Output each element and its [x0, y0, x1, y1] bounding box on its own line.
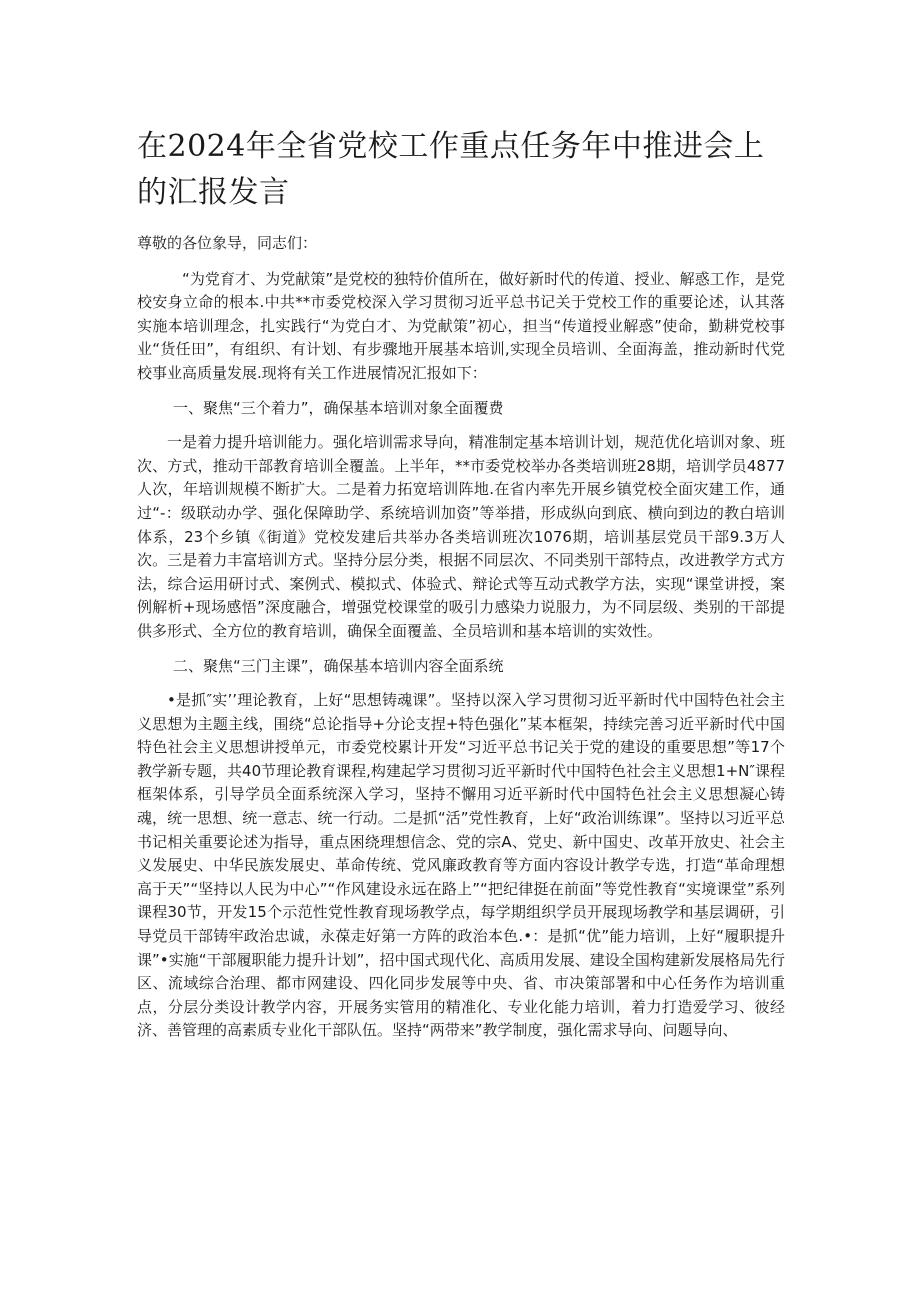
intro-paragraph: “为党育才、为党献策”是党校的独特价值所在，做好新时代的传道、授业、解惑工作，是党校安身立命的根本.中共**市委党校深入学习贯彻习近平总书记关于党校工作的重要论述，认其落实施本培训理念，扎实践行“为党白才、为党献策”初心，担当“传道授业解惑”使命，勤耕党校事业“货任田”，有组织、有计划、有步骤地开展基本培训,实现全员培训、全面海盖，推动新时代党校事业高质量发展.现将有关工作进展情况汇报如下： [137, 269, 785, 382]
document-title: 在2024年全省党校工作重点任务年中推进会上的汇报发言 [137, 129, 765, 210]
document-body [137, 232, 785, 1043]
section-2-heading: 二、聚焦“三门主课”，确保基本培训内容全面系统 [173, 656, 504, 675]
section-2-paragraph: •是抓″实’’理论教育，上好“思想铸魂课”。坚持以深入学习贯彻习近平新时代中国特色社会主义思想为主题主线，围绕“总论指导+分论支捏+特色强化”某本框架，持续完善习近平新时代中国特色社会主义思想讲授单元，市委党校累计开发“习近平总书记关于党的建设的重要思想”等17个教学新专题，共40节理论教育课程,构建起学习贯彻习近平新时代中国特色社会主义思想1+N″课程框架体系，引导学员全面系统深入学习，坚持不懈用习近平新时代中国特色社会主义思想凝心铸魂，统一思想、统一意志、统一行动。二是抓“活”党性教育，上好“政治训练课”。坚持以习近平总书记相关重要论述为指导，重点困绕理想信念、党的宗A、党史、新中国史、改革开放史、社会主义发展史、中华民族发展史、革命传统、党风廉政教育等方面内容设计教学专选，打造“革命理想高于天”“坚持以人民为中心”“作风建设永远在路上”“把纪律挺在前面”等党性教育“实境课堂”系列课程30节，开发15个示范性党性教育现场教学点，每学期组织学员开展现场教学和基层调研，引导党员干部铸牢政治忠诚，永葆走好第一方阵的政治本色.•：是抓“优”能力培训，上好“履职提升课”•实施“干部履职能力提升计划”，招中国式现代化、高质用发展、建设全国构建新发展格局先行区、流域综合治理、都市网建设、四化同步发展等中央、省、市决策部署和中心任务作为培训重点，分层分类设计教学内容，开展务实管用的精准化、专业化能力培训，着力打造爱学习、彼经济、善管理的高素质专业化干部队伍。坚持“两带来”教学制度，强化需求导向、问题导向、 [137, 691, 785, 1040]
section-1-paragraph: 一是着力提升培训能力。强化培训需求导向，精准制定基本培训计划，规范优化培训对象、班次、方式，推动干部教育培训全覆盖。上半年，**市委党校举办各类培训班28期，培训学员4877人次，年培训规模不断扩大。二是着力拓宽培训阵地.在省内率先开展乡镇党校全面灾建工作，通过“-：级联动办学、强化保障助学、系统培训加资”等举措，形成纵向到底、横向到边的教白培训体系，23个乡镇《街道》党校发建后共举办各类培训班次1076期，培训基层党员干部9.3万人次。三是着力丰富培训方式。坚持分层分类，根据不同层次、不同类别干部特点，改进教学方式方法，综合运用研讨式、案例式、模拟式、体验式、辩论式等互动式教学方法，实现“课堂讲授，案例解析+现场感悟”深度融合，增强党校课堂的吸引力感染力说服力，为不同层级、类别的干部提供多形式、全方位的教育培训，确保全面覆盖、全员培训和基本培训的实效性。 [137, 433, 785, 640]
section-1-heading: 一、聚焦“三个着力”，确保基本培训对象全面覆费 [173, 398, 504, 417]
salutation: 尊敬的各位象导，同志们： [137, 234, 318, 252]
